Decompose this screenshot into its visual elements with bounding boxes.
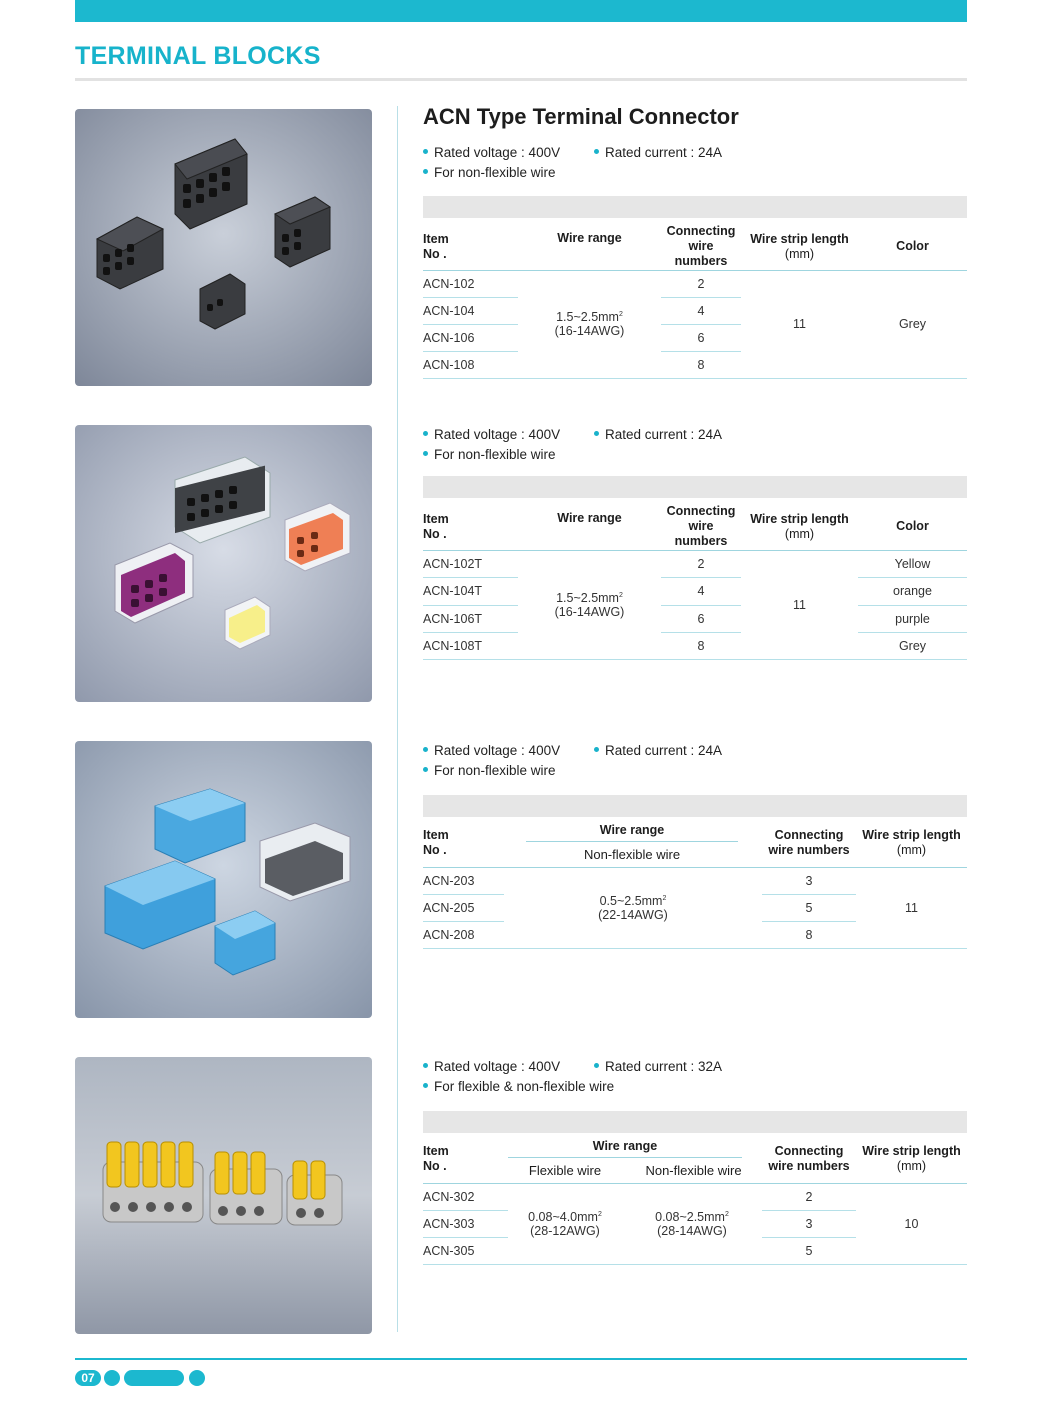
- bullet-icon: [423, 1063, 428, 1068]
- product-3-table: [423, 819, 967, 949]
- col-item: Item No .: [423, 504, 518, 550]
- color-value: orange: [858, 577, 967, 605]
- item-no: ACN-302: [423, 1184, 508, 1211]
- color-value: Grey: [858, 270, 967, 378]
- product-2-table: [423, 504, 967, 660]
- color-value: purple: [858, 605, 967, 632]
- bullet-icon: [423, 1083, 428, 1088]
- table-row: [423, 550, 967, 577]
- product-1-table: [423, 224, 967, 379]
- col-wire-range: Wire range: [518, 224, 661, 270]
- conn-number: 6: [661, 324, 741, 351]
- col-item: Item No .: [423, 819, 504, 868]
- conn-number: 6: [661, 605, 741, 632]
- lever-5way: [103, 1142, 203, 1222]
- col-strip-length: Wire strip length (mm): [856, 819, 967, 868]
- top-accent-bar: [75, 0, 967, 22]
- table-row: [423, 632, 967, 659]
- col-non-flexible-wire: Non-flexible wire: [526, 842, 738, 868]
- item-no: ACN-108: [423, 351, 518, 378]
- conn-number: 5: [762, 895, 856, 922]
- product-1-specs: [423, 143, 722, 183]
- item-no: ACN-104T: [423, 577, 518, 605]
- table-row: [423, 605, 967, 632]
- bullet-icon: [423, 149, 428, 154]
- item-no: ACN-203: [423, 868, 504, 895]
- spec-voltage: Rated voltage : 400V: [423, 741, 594, 761]
- item-no: ACN-305: [423, 1238, 508, 1265]
- strip-length-value: 11: [741, 270, 858, 378]
- col-wire-range: Wire range: [508, 1135, 742, 1158]
- conn-number: 8: [661, 632, 741, 659]
- spec-wire-type: For flexible & non-flexible wire: [423, 1077, 614, 1097]
- footer-divider: [75, 1358, 967, 1360]
- conn-number: 8: [661, 351, 741, 378]
- section-title: ACN Type Terminal Connector: [423, 104, 739, 129]
- table-row: [423, 270, 967, 297]
- table-header-bar: [423, 795, 967, 817]
- conn-number: 4: [661, 297, 741, 324]
- table-header-bar: [423, 196, 967, 218]
- spec-voltage: Rated voltage : 400V: [423, 1057, 594, 1077]
- product-photo-colored-connectors: [75, 425, 372, 702]
- conn-number: 2: [762, 1184, 856, 1211]
- conn-number: 2: [661, 550, 741, 577]
- spec-voltage: Rated voltage : 400V: [423, 143, 594, 163]
- bullet-icon: [423, 451, 428, 456]
- product-2-specs: [423, 425, 722, 465]
- bullet-icon: [594, 149, 599, 154]
- conn-number: 2: [661, 270, 741, 297]
- conn-number: 3: [762, 868, 856, 895]
- conn-number: 5: [762, 1238, 856, 1265]
- spec-current: Rated current : 24A: [594, 741, 722, 761]
- bullet-icon: [594, 1063, 599, 1068]
- wire-range-value: $1.5\sim 2.5mm^2$ (16-14AWG): [518, 550, 661, 659]
- table-header-bar: [423, 1111, 967, 1133]
- table-row: [423, 868, 967, 895]
- table-row: [423, 577, 967, 605]
- item-no: ACN-104: [423, 297, 518, 324]
- spec-wire-type: For non-flexible wire: [423, 761, 556, 781]
- col-wire-range: Wire range: [526, 819, 738, 842]
- bullet-icon: [423, 747, 428, 752]
- color-value: Grey: [858, 632, 967, 659]
- strip-length-value: 11: [856, 868, 967, 949]
- col-flexible-wire: Flexible wire: [508, 1158, 622, 1184]
- spec-current: Rated current : 24A: [594, 143, 722, 163]
- col-connecting: Connecting wire numbers: [762, 819, 856, 868]
- product-4-specs: [423, 1057, 722, 1097]
- bullet-icon: [423, 767, 428, 772]
- item-no: ACN-208: [423, 922, 504, 949]
- conn-number: 3: [762, 1211, 856, 1238]
- item-no: ACN-106T: [423, 605, 518, 632]
- strip-length-value: 11: [741, 550, 858, 659]
- product-3-specs: [423, 741, 722, 781]
- bullet-icon: [423, 169, 428, 174]
- col-strip-length: Wire strip length (mm): [741, 504, 858, 550]
- col-strip-length: Wire strip length (mm): [856, 1135, 967, 1184]
- col-connecting: Connecting wire numbers: [661, 224, 741, 270]
- conn-number: 4: [661, 577, 741, 605]
- item-no: ACN-205: [423, 895, 504, 922]
- bullet-icon: [594, 431, 599, 436]
- page-number: 07: [75, 1370, 101, 1386]
- color-value: Yellow: [858, 550, 967, 577]
- bullet-icon: [594, 747, 599, 752]
- col-strip-length: Wire strip length (mm): [741, 224, 858, 270]
- item-no: ACN-108T: [423, 632, 518, 659]
- footer-dot-icon: [189, 1370, 205, 1386]
- table-row: [423, 1184, 967, 1211]
- product-photo-grey-connectors: [75, 109, 372, 386]
- col-item: Item No .: [423, 1135, 508, 1184]
- conn-number: 8: [762, 922, 856, 949]
- product-photo-lever-connectors: [75, 1057, 372, 1334]
- spec-voltage: Rated voltage : 400V: [423, 425, 594, 445]
- item-no: ACN-106: [423, 324, 518, 351]
- col-color: Color: [858, 224, 967, 270]
- spec-wire-type: For non-flexible wire: [423, 445, 556, 465]
- column-divider: [397, 106, 398, 1332]
- col-non-flexible-wire: Non-flexible wire: [625, 1158, 762, 1184]
- spec-current: Rated current : 24A: [594, 425, 722, 445]
- item-no: ACN-303: [423, 1211, 508, 1238]
- wire-range-value: $1.5\sim 2.5mm^2$ (16-14AWG): [518, 270, 661, 378]
- item-no: ACN-102: [423, 270, 518, 297]
- footer-dot-icon: [104, 1370, 120, 1386]
- page-title: TERMINAL BLOCKS: [75, 42, 321, 70]
- col-color: Color: [858, 504, 967, 550]
- title-divider: [75, 78, 967, 81]
- nonflex-range-value: $0.08\sim 2.5mm^2$ (28-14AWG): [622, 1184, 762, 1265]
- product-4-table: [423, 1135, 967, 1265]
- strip-length-value: 10: [856, 1184, 967, 1265]
- footer-pill-icon: [124, 1370, 184, 1386]
- spec-wire-type: For non-flexible wire: [423, 163, 556, 183]
- col-wire-range: Wire range: [518, 504, 661, 550]
- table-header-bar: [423, 476, 967, 498]
- col-item: Item No .: [423, 224, 518, 270]
- flex-range-value: $0.08\sim 4.0mm^2$ (28-12AWG): [508, 1184, 622, 1265]
- spec-current: Rated current : 32A: [594, 1057, 722, 1077]
- bullet-icon: [423, 431, 428, 436]
- col-connecting: Connecting wire numbers: [762, 1135, 856, 1184]
- wire-range-value: $0.5\sim 2.5mm^2$ (22-14AWG): [504, 868, 762, 949]
- col-connecting: Connecting wire numbers: [661, 504, 741, 550]
- product-photo-blue-connectors: [75, 741, 372, 1018]
- item-no: ACN-102T: [423, 550, 518, 577]
